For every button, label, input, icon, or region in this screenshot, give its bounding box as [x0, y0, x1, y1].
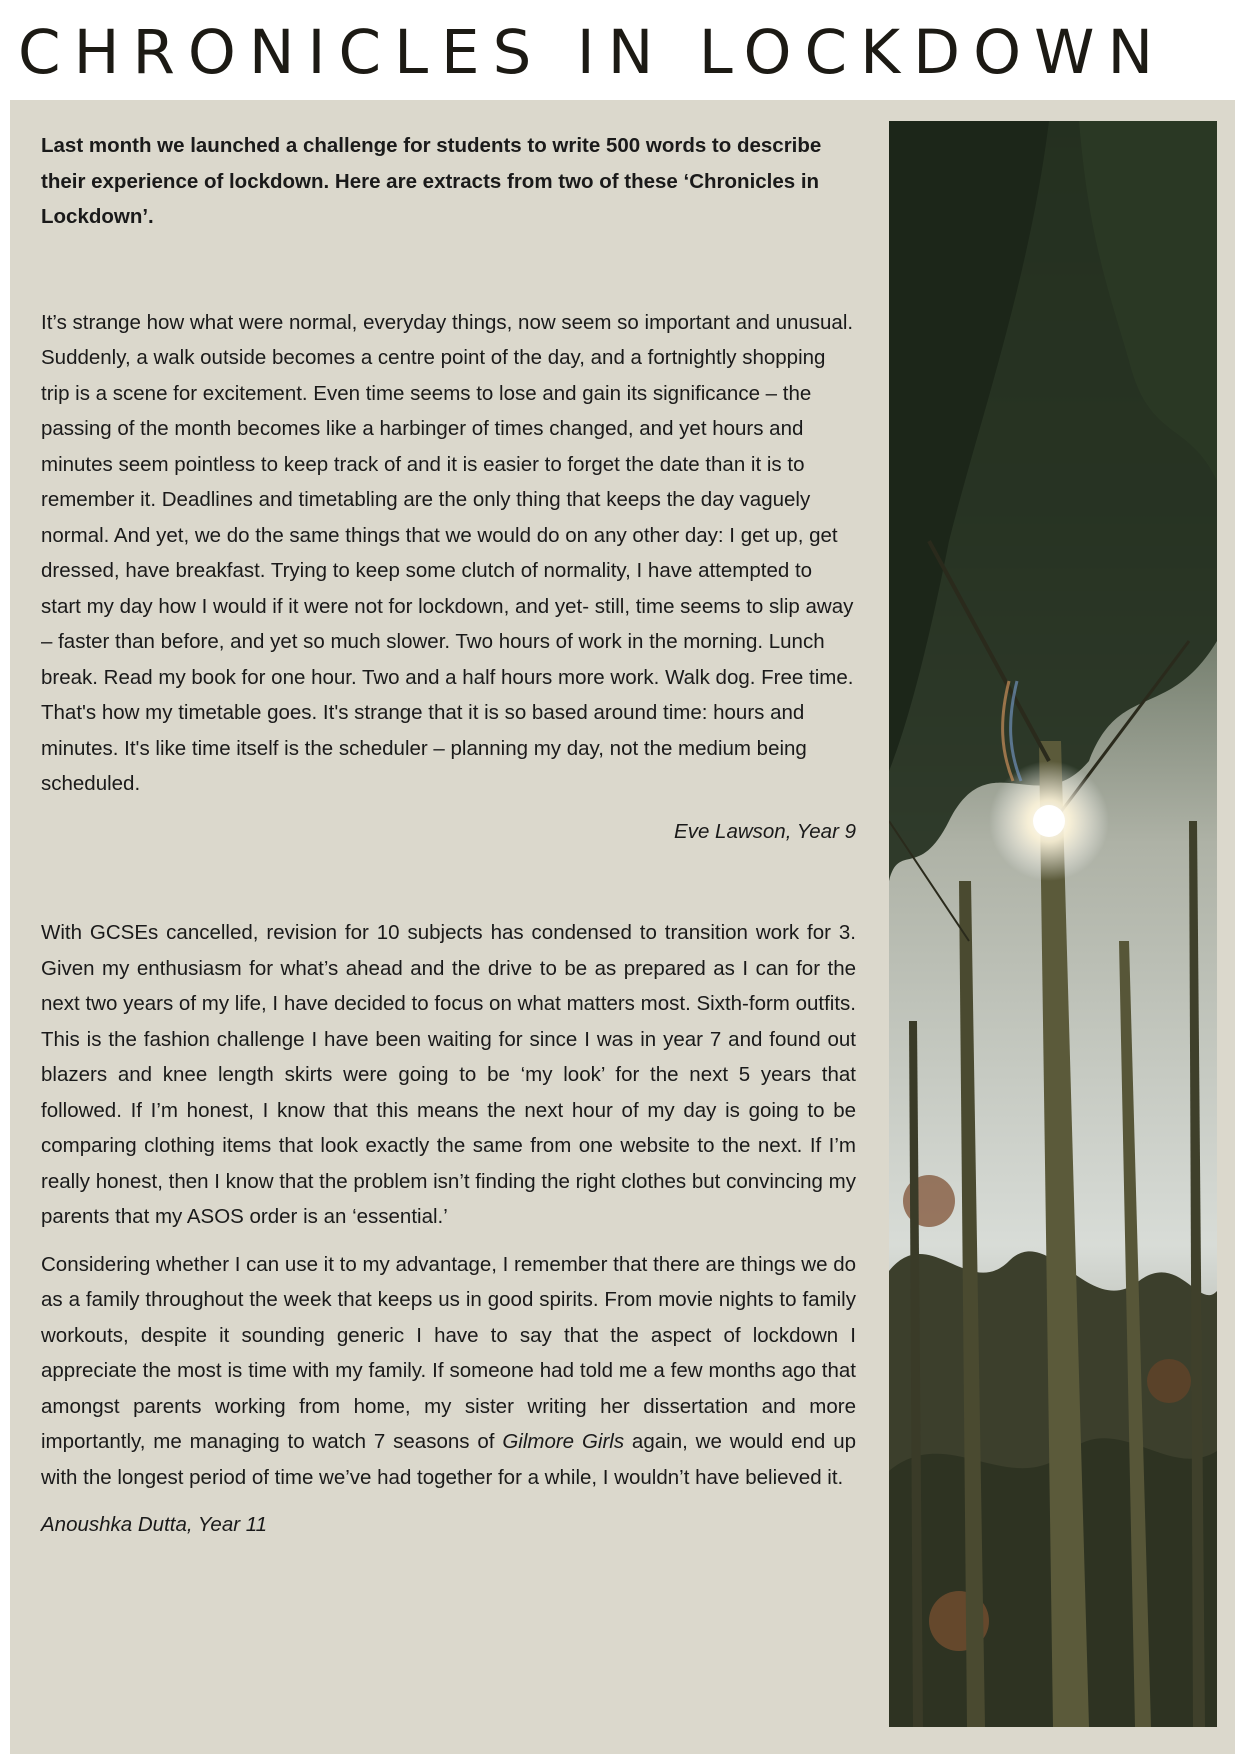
intro-paragraph: Last month we launched a challenge for students to write 500 words to describe their experience of lockdown. Here are extracts from two of these ‘Chronicles in Lockdown’. [41, 134, 822, 228]
story-text: again, we would end up with the longest period of time we’ve had together for a while, I wouldn’t have believed it. [41, 1430, 856, 1489]
story-eve-lawson [41, 305, 856, 850]
show-title: Gilmore Girls [502, 1430, 625, 1453]
story-author: Anoushka Dutta, Year 11 [41, 1513, 268, 1536]
forest-photo [889, 121, 1217, 1727]
story-text: Considering whether I can use it to my advantage, I remember that there are things we do as a family throughout the week that keeps us in good spirits. From movie nights to family workouts, despite it sounding generic I have to say that the aspect of lockdown I appreciate the most is time with my family. If someone had told me a few months ago that amongst parents working from home, my sister writing her dissertation and more importantly, me managing to watch 7 seasons of [41, 1252, 856, 1453]
story-paragraph: It’s strange how what were normal, everyday things, now seem so important and unusual. Suddenly, a walk outside becomes a centre point of the day, and a fortnightly shopping trip is a scene for excitement. Even time seems to lose and gain its significance – the passing of the month becomes like a harbinger of times changed, and yet hours and minutes seem pointless to keep track of and it is easier to forget the date than it is to remember it. Deadlines and timetabling are the only thing that keeps the day vaguely normal. And yet, we do the same things that we would do on any other day: I get up, get dressed, have breakfast. Trying to keep some clutch of normality, I have attempted to start my day how I would if it were not for lockdown, and yet- still, time seems to slip away – faster than before, and yet so much slower. Two hours of work in the morning. Lunch break. Read my book for one hour. Two and a half hours more work. Walk dog. Free time. That's how my timetable goes. It's strange that it is so based around time: hours and minutes. It's like time itself is the scheduler – planning my day, not the medium being scheduled. [41, 310, 854, 795]
article-body [41, 128, 856, 1543]
story-paragraph: With GCSEs cancelled, revision for 10 subjects has condensed to transition work for 3. Given my enthusiasm for what’s ahead and the drive to be as prepared as I can for the next two years of my life, I have decided to focus on what matters most. Sixth-form outfits. This is the fashion challenge I have been waiting for since I was in year 7 and found out blazers and knee length skirts were going to be ‘my look’ for the next 5 years that followed. If I’m honest, I know that this means the next hour of my day is going to be comparing clothing items that look exactly the same from one website to the next. If I’m really honest, then I know that the problem isn’t finding the right clothes but convincing my parents that my ASOS order is an ‘essential.’ [41, 921, 856, 1228]
story-paragraph [41, 1247, 856, 1496]
story-author: Eve Lawson, Year 9 [674, 819, 856, 843]
forest-photo-illustration [889, 121, 1217, 1727]
page-title: CHRONICLES IN LOCKDOWN [18, 17, 1167, 88]
story-anoushka-dutta [41, 915, 856, 1543]
